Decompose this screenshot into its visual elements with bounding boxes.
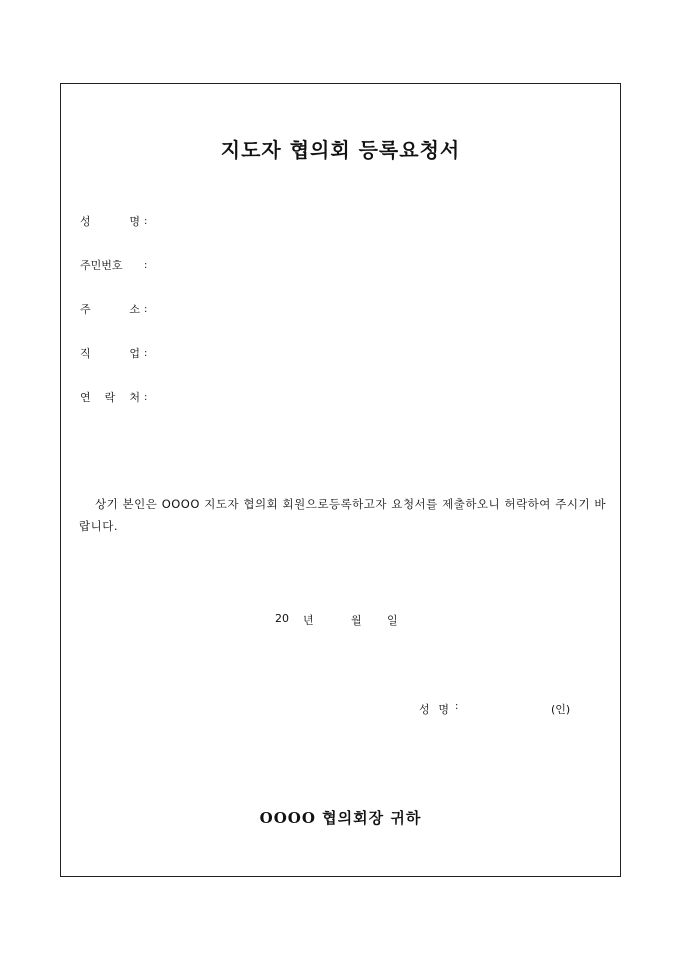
field-colon: :	[144, 347, 148, 359]
field-colon: :	[144, 303, 148, 315]
date-year-prefix: 20	[275, 612, 289, 625]
request-statement: 상기 본인은 OOOO 지도자 협의회 회원으로등록하고자 요청서를 제출하오니 허락하여 주시기 바랍니다.	[79, 497, 606, 533]
field-label-occupation: 직 업	[80, 347, 140, 360]
document-frame	[60, 83, 621, 877]
date-year-unit: 년	[303, 614, 314, 627]
field-colon: :	[144, 215, 148, 227]
seal-mark: (인)	[551, 703, 571, 716]
field-label-resident-number: 주민번호	[80, 259, 123, 272]
field-occupation	[80, 345, 147, 361]
signature-line	[419, 701, 570, 717]
date-month-unit: 월	[351, 614, 362, 627]
field-label-contact: 연 락 처	[80, 391, 140, 404]
field-colon: :	[144, 391, 148, 403]
field-label-address: 주 소	[80, 303, 140, 316]
signature-label: 성 명	[419, 703, 449, 716]
field-name	[80, 213, 147, 229]
field-resident-number	[80, 257, 147, 273]
recipient-line: OOOO 협의회장 귀하	[259, 809, 422, 827]
field-colon: :	[144, 259, 148, 271]
date-line	[275, 612, 398, 628]
field-address	[80, 301, 147, 317]
field-contact	[80, 389, 147, 405]
date-day-unit: 일	[387, 614, 398, 627]
document-title: 지도자 협의회 등록요청서	[220, 138, 461, 162]
signature-colon: :	[455, 701, 459, 712]
field-label-name: 성 명	[80, 215, 140, 228]
